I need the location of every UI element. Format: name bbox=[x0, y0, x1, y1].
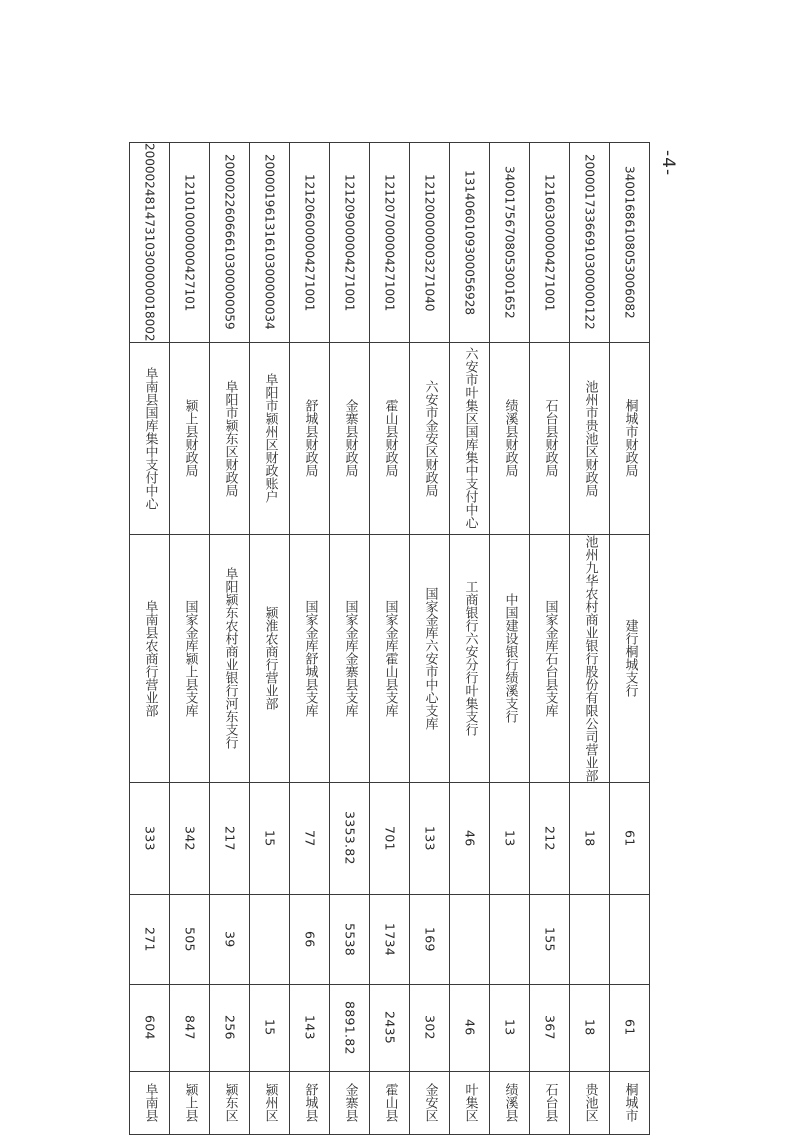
amount-1-row bbox=[130, 894, 650, 984]
total-amount-cell: 256 bbox=[222, 1015, 238, 1040]
account-number-cell: 121603000004271001 bbox=[542, 173, 557, 311]
bank-cell: 建行桐城支行 bbox=[622, 619, 638, 698]
total-amount-cell: 61 bbox=[622, 1019, 638, 1036]
bank-cell: 国家金库金寨县支库 bbox=[342, 599, 358, 717]
total-amount-row bbox=[130, 984, 650, 1071]
amount-2-cell: 212 bbox=[542, 825, 558, 851]
county-cell: 桐城市 bbox=[622, 1083, 638, 1123]
account-name-cell: 绩溪县财政局 bbox=[502, 399, 518, 478]
account-number-cell: 121207000004271001 bbox=[382, 173, 397, 311]
account-number-cell: 121209000004271001 bbox=[342, 173, 357, 311]
county-cell: 颍东区 bbox=[222, 1083, 238, 1123]
account-name-cell: 六安市叶集区国库集中支付中心 bbox=[462, 347, 478, 530]
county-cell: 叶集区 bbox=[462, 1083, 478, 1123]
account-number-cell: 34001756708053001652 bbox=[502, 165, 517, 319]
amount-1-cell: 155 bbox=[542, 926, 558, 952]
total-amount-cell: 302 bbox=[422, 1015, 438, 1040]
bank-cell: 国家金库霍山县支库 bbox=[382, 599, 398, 717]
account-number-cell: 1314060109300056928 bbox=[462, 169, 477, 315]
amount-2-cell: 333 bbox=[142, 825, 158, 851]
bank-cell: 国家金库舒城县支库 bbox=[302, 599, 318, 717]
bank-cell: 阜阳颍东农村商业银行河东支行 bbox=[222, 567, 238, 750]
bank-cell: 池州九华农村商业银行股份有限公司营业部 bbox=[582, 534, 598, 782]
amount-1-cell: 1734 bbox=[382, 922, 398, 956]
county-cell: 石台县 bbox=[542, 1083, 558, 1123]
bank-cell: 颍淮农商行营业部 bbox=[262, 606, 278, 711]
page-number: -4- bbox=[658, 150, 678, 177]
amount-1-cell: 66 bbox=[302, 930, 318, 948]
amount-2-cell: 15 bbox=[262, 829, 278, 847]
bank-cell: 国家金库石台县支库 bbox=[542, 599, 558, 717]
amount-2-cell: 61 bbox=[622, 829, 638, 847]
account-number-cell: 20000196131610300000034 bbox=[262, 154, 277, 331]
amount-2-cell: 18 bbox=[582, 829, 598, 847]
bank-row bbox=[130, 534, 650, 782]
account-number-cell: 20000173366910300000122 bbox=[582, 154, 597, 331]
account-name-cell: 阜南县国库集中支付中心 bbox=[142, 366, 158, 510]
account-name-cell: 石台县财政局 bbox=[542, 399, 558, 478]
amount-2-cell: 77 bbox=[302, 829, 318, 847]
county-cell: 颍上县 bbox=[182, 1083, 198, 1123]
account-number-row bbox=[130, 143, 650, 343]
total-amount-cell: 143 bbox=[302, 1015, 318, 1040]
amount-2-cell: 701 bbox=[382, 825, 398, 851]
bank-cell: 中国建设银行绩溪支行 bbox=[502, 593, 518, 724]
county-cell: 舒城县 bbox=[302, 1083, 318, 1123]
amount-2-cell: 13 bbox=[502, 829, 518, 847]
total-amount-cell: 367 bbox=[542, 1015, 558, 1040]
county-cell: 金安区 bbox=[422, 1083, 438, 1123]
account-name-cell: 六安市金安区财政局 bbox=[422, 379, 438, 497]
bank-cell: 工商银行六安分行叶集支行 bbox=[462, 580, 478, 737]
total-amount-cell: 604 bbox=[142, 1015, 158, 1040]
account-number-cell: 121206000004271001 bbox=[302, 173, 317, 311]
account-number-cell: 121010000000427101 bbox=[182, 173, 197, 311]
account-name-cell: 桐城市财政局 bbox=[622, 399, 638, 478]
amount-1-cell: 39 bbox=[222, 930, 238, 948]
county-cell: 霍山县 bbox=[382, 1083, 398, 1123]
county-cell: 金寨县 bbox=[342, 1083, 358, 1123]
bank-cell: 国家金库颍上县支库 bbox=[182, 599, 198, 717]
account-number-cell: 34001686108053006082 bbox=[622, 165, 637, 319]
county-row bbox=[130, 1071, 650, 1134]
amount-2-row bbox=[130, 782, 650, 894]
amount-1-cell: 5538 bbox=[342, 922, 358, 956]
bank-cell: 国家金库六安市中心支库 bbox=[422, 586, 438, 730]
amount-1-cell: 271 bbox=[142, 926, 158, 952]
total-amount-cell: 46 bbox=[462, 1019, 478, 1036]
account-name-cell: 池州市贵池区财政局 bbox=[582, 379, 598, 497]
total-amount-cell: 15 bbox=[262, 1019, 278, 1036]
amount-1-cell: 505 bbox=[182, 926, 198, 952]
county-cell: 绩溪县 bbox=[502, 1083, 518, 1123]
fund-allocation-table bbox=[129, 142, 649, 1123]
total-amount-cell: 18 bbox=[582, 1019, 598, 1036]
total-amount-cell: 8891.82 bbox=[342, 1000, 358, 1055]
county-cell: 贵池区 bbox=[582, 1083, 598, 1123]
account-number-cell: 121200000003271040 bbox=[422, 173, 437, 311]
total-amount-cell: 2435 bbox=[382, 1011, 398, 1045]
amount-2-cell: 342 bbox=[182, 825, 198, 851]
amount-2-cell: 3353.82 bbox=[342, 811, 358, 865]
account-name-cell: 金寨县财政局 bbox=[342, 399, 358, 478]
account-name-cell: 舒城县财政局 bbox=[302, 399, 318, 478]
bank-cell: 阜南县农商行营业部 bbox=[142, 599, 158, 717]
amount-2-cell: 46 bbox=[462, 829, 478, 847]
total-amount-cell: 847 bbox=[182, 1015, 198, 1040]
county-cell: 阜南县 bbox=[142, 1083, 158, 1123]
account-name-cell: 阜阳市颍东区财政局 bbox=[222, 379, 238, 497]
total-amount-cell: 13 bbox=[502, 1019, 518, 1036]
account-name-cell: 霍山县财政局 bbox=[382, 399, 398, 478]
account-name-row bbox=[130, 342, 650, 534]
amount-2-cell: 217 bbox=[222, 825, 238, 851]
account-number-cell: 20000248147310300000018002 bbox=[142, 143, 157, 342]
amount-2-cell: 133 bbox=[422, 825, 438, 851]
amount-1-cell: 169 bbox=[422, 926, 438, 952]
account-name-cell: 颍上县财政局 bbox=[182, 399, 198, 478]
account-name-cell: 阜阳市颍州区财政账户 bbox=[262, 373, 278, 504]
account-number-cell: 20000226066610300000059 bbox=[222, 154, 237, 331]
county-cell: 颍州区 bbox=[262, 1083, 278, 1123]
